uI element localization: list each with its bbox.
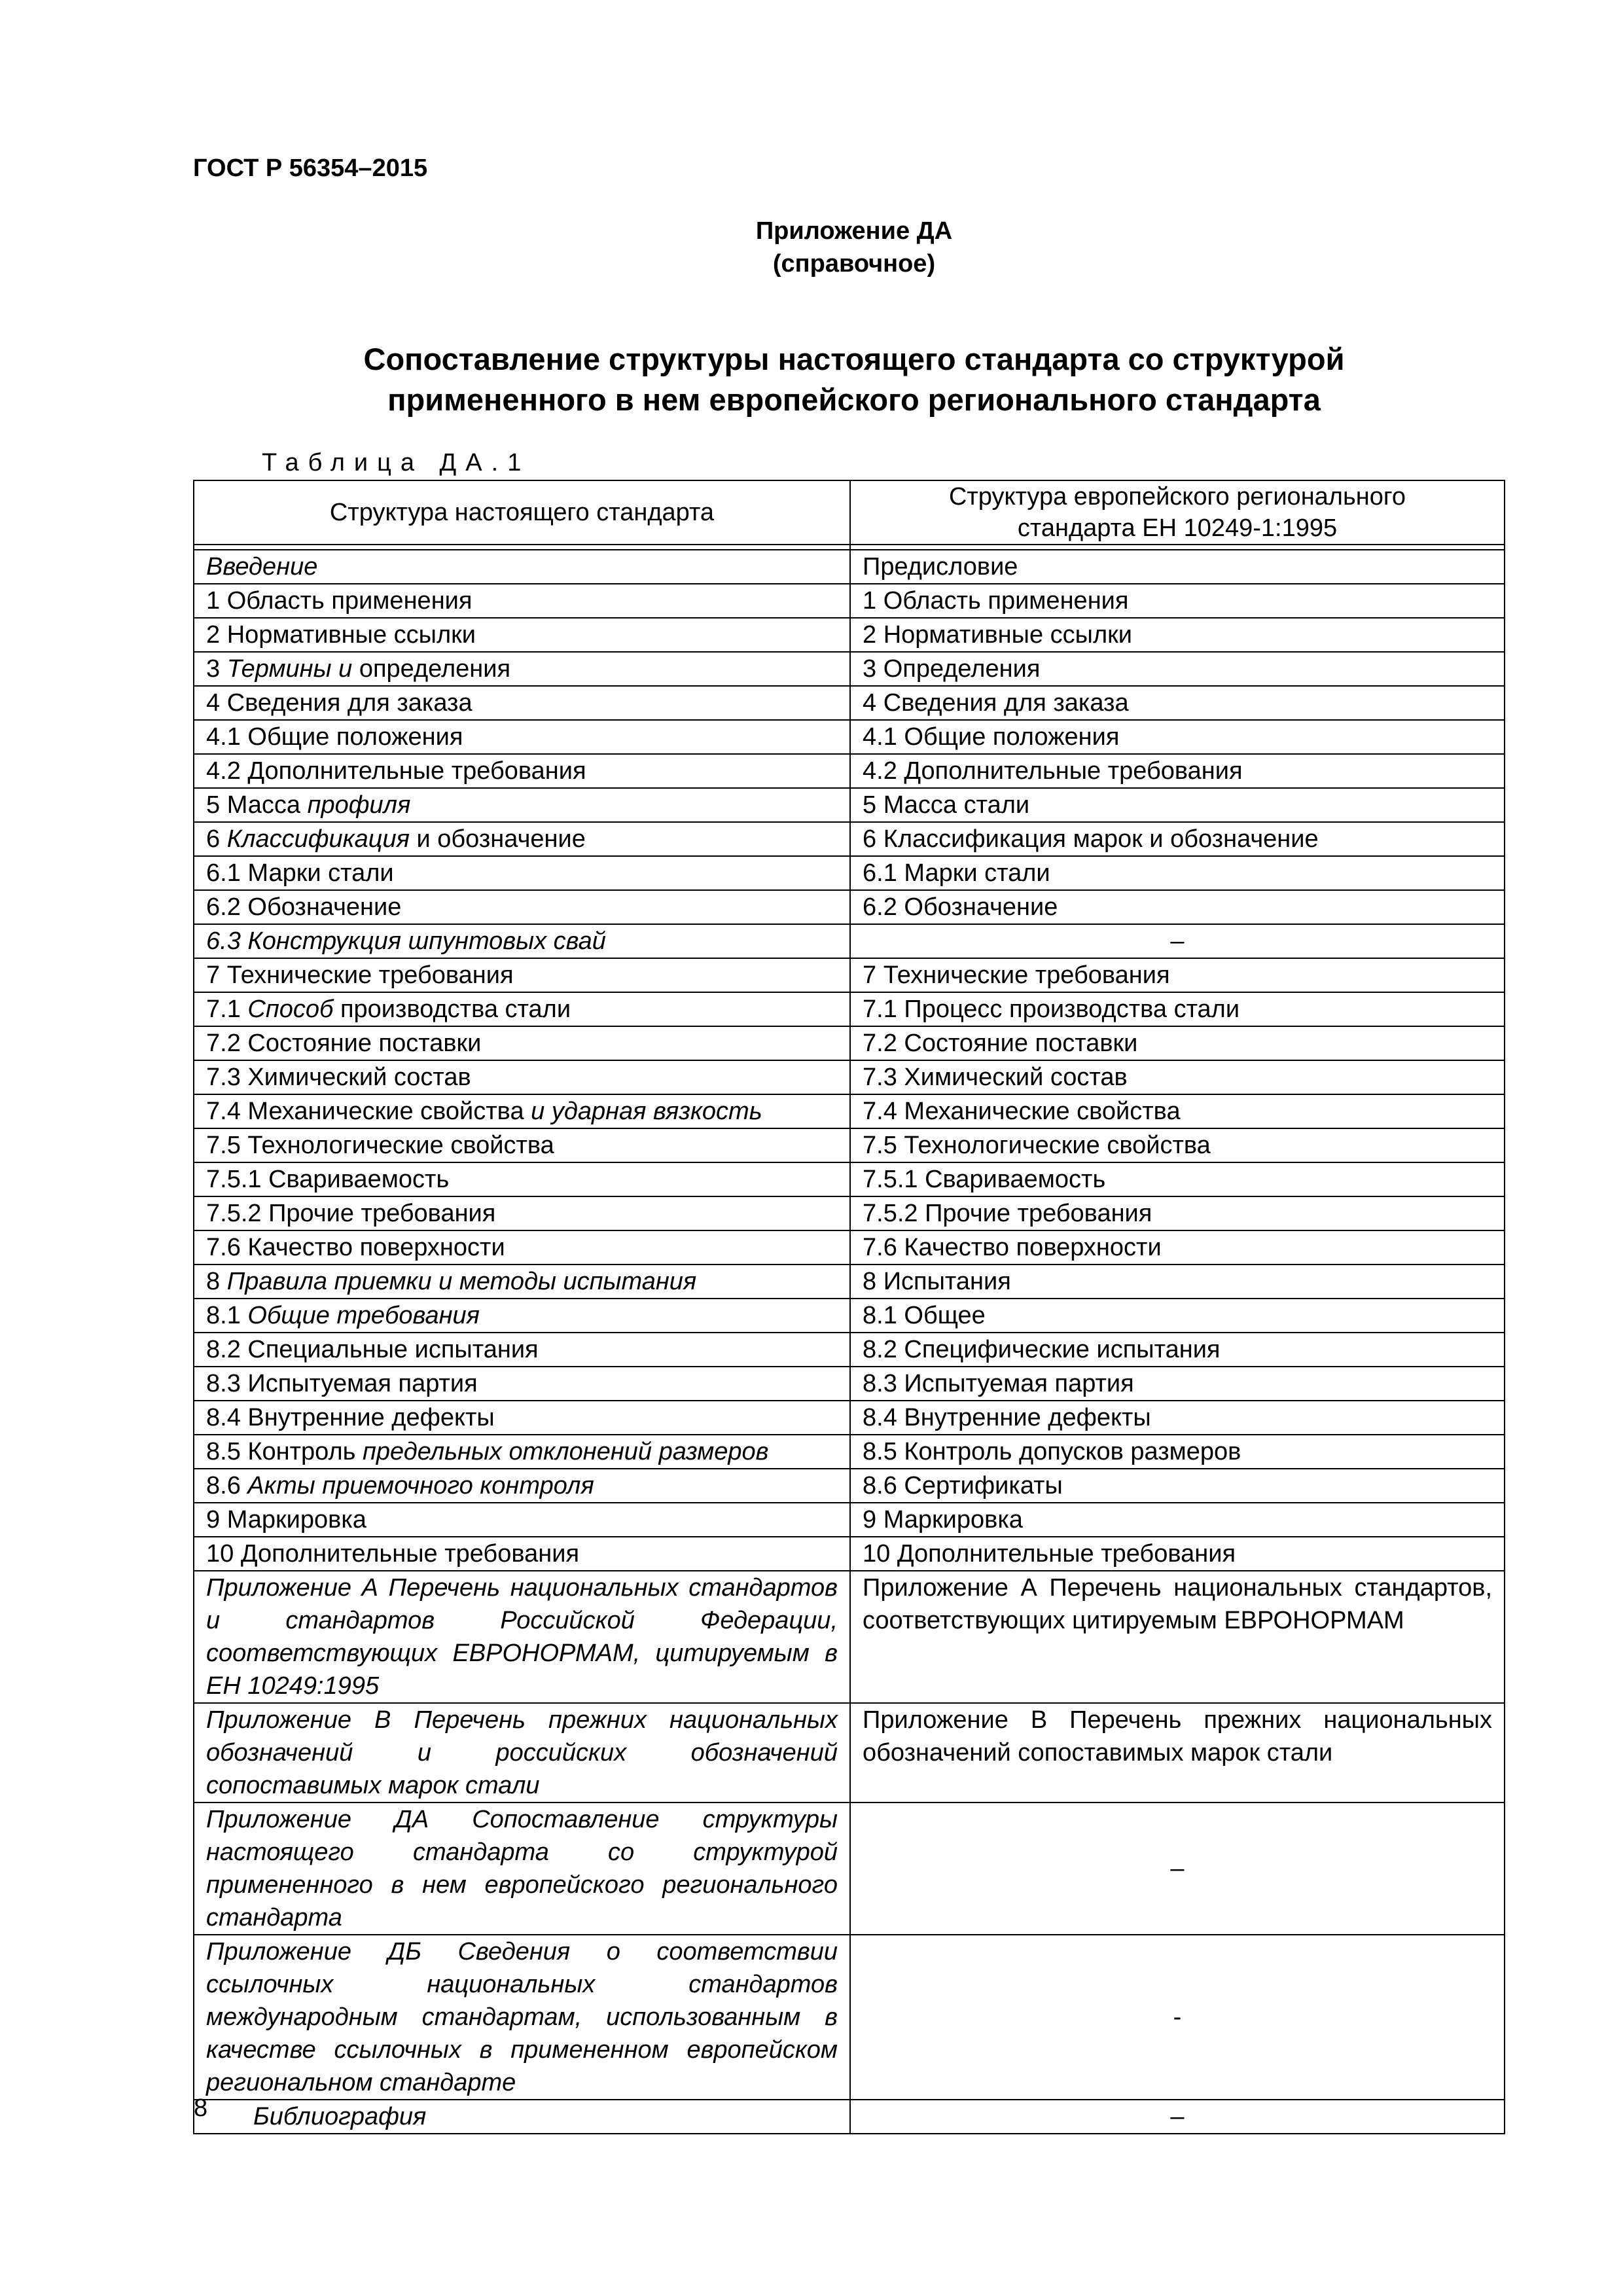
table-row	[194, 2100, 1505, 2134]
table-row	[194, 1128, 1505, 1162]
cell-text: Правила приемки и методы испытания	[226, 1268, 697, 1295]
cell-text: 6.2 Обозначение	[206, 893, 402, 921]
cell-european-standard: 8.1 Общее	[850, 1299, 1505, 1333]
page-title	[0, 339, 1623, 420]
cell-this-standard	[194, 1299, 850, 1333]
header-separator	[194, 545, 1505, 550]
table-row	[194, 856, 1505, 890]
cell-text: 8.6	[206, 1472, 248, 1499]
cell-this-standard	[194, 754, 850, 788]
cell-text: 4.2 Дополнительные требования	[206, 757, 586, 785]
cell-this-standard	[194, 1537, 850, 1571]
cell-this-standard	[194, 720, 850, 754]
cell-this-standard	[194, 1703, 850, 1803]
cell-this-standard	[194, 1333, 850, 1367]
table-row	[194, 652, 1505, 686]
cell-this-standard	[194, 1094, 850, 1128]
cell-this-standard	[194, 1803, 850, 1935]
cell-european-standard: 8.6 Сертификаты	[850, 1469, 1505, 1503]
cell-european-standard: 8 Испытания	[850, 1265, 1505, 1299]
cell-european-standard: 8.5 Контроль допусков размеров	[850, 1435, 1505, 1469]
cell-text: 7.1	[206, 996, 248, 1023]
cell-european-standard: 6 Классификация марок и обозначение	[850, 822, 1505, 856]
cell-this-standard	[194, 1469, 850, 1503]
table-row	[194, 550, 1505, 584]
cell-european-standard: 4.1 Общие положения	[850, 720, 1505, 754]
cell-text: 7.4 Механические свойства	[206, 1098, 531, 1125]
cell-text: 4.1 Общие положения	[206, 723, 463, 751]
table-row	[194, 1299, 1505, 1333]
cell-european-standard: 8.3 Испытуемая партия	[850, 1367, 1505, 1401]
table-row	[194, 1060, 1505, 1094]
cell-this-standard	[194, 1571, 850, 1703]
table-row	[194, 720, 1505, 754]
column-header-this-standard: Структура настоящего стандарта	[194, 480, 850, 545]
cell-this-standard	[194, 788, 850, 822]
cell-this-standard	[194, 584, 850, 618]
cell-european-standard: –	[850, 1803, 1505, 1935]
table-row	[194, 1026, 1505, 1060]
cell-this-standard	[194, 890, 850, 924]
cell-text: 7.5 Технологические свойства	[206, 1132, 554, 1159]
cell-this-standard	[194, 1503, 850, 1537]
cell-text: 6.1 Марки стали	[206, 859, 394, 887]
table-row	[194, 1935, 1505, 2100]
cell-european-standard: 4 Сведения для заказа	[850, 686, 1505, 720]
cell-this-standard	[194, 686, 850, 720]
table-header-row	[194, 480, 1505, 545]
cell-european-standard: 2 Нормативные ссылки	[850, 618, 1505, 652]
cell-text: Акты приемочного контроля	[247, 1472, 594, 1499]
cell-this-standard	[194, 1935, 850, 2100]
cell-text: Приложение ДБ Сведения о соответствии ссылочных национальных стандартов международным стандартам, использованным в качестве ссылочных в примененном европейском региональном стандарте	[206, 1938, 838, 2096]
cell-text: производства стали	[333, 996, 571, 1023]
cell-text: и ударная вязкость	[531, 1098, 762, 1125]
cell-text: 8.2 Специальные испытания	[206, 1336, 539, 1363]
cell-text: Термины	[226, 655, 332, 683]
cell-text: Общие требования	[247, 1302, 480, 1329]
table-row	[194, 1571, 1505, 1703]
table-row	[194, 1537, 1505, 1571]
cell-this-standard	[194, 1162, 850, 1196]
cell-this-standard	[194, 1196, 850, 1230]
cell-text: Приложение В Перечень прежних национальных обозначений и российских обозначений сопоставимых марок стали	[206, 1706, 838, 1799]
cell-european-standard: 7.1 Процесс производства стали	[850, 992, 1505, 1026]
page-number: 8	[194, 2094, 208, 2122]
table-row	[194, 584, 1505, 618]
cell-european-standard: 8.4 Внутренние дефекты	[850, 1401, 1505, 1435]
cell-this-standard	[194, 822, 850, 856]
cell-european-standard: Приложение В Перечень прежних национальных обозначений сопоставимых марок стали	[850, 1703, 1505, 1803]
cell-european-standard: 7.6 Качество поверхности	[850, 1230, 1505, 1265]
cell-european-standard: 7.4 Механические свойства	[850, 1094, 1505, 1128]
cell-european-standard: 7.3 Химический состав	[850, 1060, 1505, 1094]
table-row	[194, 754, 1505, 788]
cell-text: и	[331, 655, 359, 683]
cell-text: 8.5 Контроль	[206, 1438, 363, 1465]
table-row	[194, 958, 1505, 992]
cell-this-standard	[194, 1128, 850, 1162]
table-row	[194, 788, 1505, 822]
comparison-table	[193, 480, 1505, 2134]
table-row	[194, 890, 1505, 924]
cell-european-standard: Приложение А Перечень национальных стандартов, соответствующих цитируемым ЕВРОНОРМАМ	[850, 1571, 1505, 1703]
cell-european-standard: 10 Дополнительные требования	[850, 1537, 1505, 1571]
cell-text: 8.4 Внутренние дефекты	[206, 1404, 495, 1431]
table-row	[194, 1162, 1505, 1196]
cell-european-standard: –	[850, 2100, 1505, 2134]
appendix-label: Приложение ДА	[755, 217, 953, 245]
table-row	[194, 686, 1505, 720]
cell-european-standard: -	[850, 1935, 1505, 2100]
cell-this-standard	[194, 958, 850, 992]
cell-this-standard	[194, 856, 850, 890]
cell-european-standard: 7 Технические требования	[850, 958, 1505, 992]
table-row	[194, 1265, 1505, 1299]
title-line-2: примененного в нем европейского регионального стандарта	[387, 382, 1321, 417]
table-row	[194, 992, 1505, 1026]
cell-european-standard: 3 Определения	[850, 652, 1505, 686]
table-row	[194, 1503, 1505, 1537]
cell-text: 9 Маркировка	[206, 1506, 366, 1534]
cell-this-standard	[194, 1367, 850, 1401]
cell-european-standard: 7.5.2 Прочие требования	[850, 1196, 1505, 1230]
cell-text: 8.3 Испытуемая партия	[206, 1370, 478, 1397]
appendix-type: (справочное)	[772, 250, 936, 278]
cell-text: 4 Сведения для заказа	[206, 689, 473, 717]
cell-european-standard: 1 Область применения	[850, 584, 1505, 618]
table-row	[194, 1094, 1505, 1128]
cell-text: 10 Дополнительные требования	[206, 1540, 580, 1568]
table-caption: Таблица ДА.1	[262, 449, 531, 476]
cell-text: профиля	[307, 791, 411, 819]
cell-european-standard: –	[850, 924, 1505, 958]
cell-european-standard: 8.2 Специфические испытания	[850, 1333, 1505, 1367]
cell-text: Библиография	[253, 2103, 427, 2130]
cell-text: 7 Технические требования	[206, 961, 514, 989]
cell-text: 7.5.1 Свариваемость	[206, 1166, 450, 1193]
table-row	[194, 1435, 1505, 1469]
table-row	[194, 1230, 1505, 1265]
cell-european-standard: 7.5 Технологические свойства	[850, 1128, 1505, 1162]
cell-text: 6	[206, 825, 227, 853]
appendix-heading	[0, 215, 1623, 280]
cell-text: Приложение ДА Сопоставление структуры настоящего стандарта со структурой примененного в нем европейского регионального стандарта	[206, 1806, 838, 1931]
cell-this-standard	[194, 618, 850, 652]
cell-text: 6.3 Конструкция шпунтовых свай	[206, 927, 606, 955]
cell-european-standard: 9 Маркировка	[850, 1503, 1505, 1537]
table-row	[194, 924, 1505, 958]
cell-text: 3	[206, 655, 227, 683]
cell-text: Приложение А Перечень национальных стандартов и стандартов Российской Федерации, соответствующих ЕВРОНОРМАМ, цитируемым в ЕН 10249:1995	[206, 1574, 838, 1700]
table-row	[194, 1469, 1505, 1503]
cell-this-standard	[194, 652, 850, 686]
cell-european-standard: 5 Масса стали	[850, 788, 1505, 822]
table-row	[194, 1803, 1505, 1935]
cell-text: 8	[206, 1268, 227, 1295]
cell-this-standard	[194, 1265, 850, 1299]
table-row	[194, 1703, 1505, 1803]
cell-this-standard	[194, 1401, 850, 1435]
cell-text: 7.5.2 Прочие требования	[206, 1200, 496, 1227]
cell-european-standard: 7.2 Состояние поставки	[850, 1026, 1505, 1060]
cell-this-standard	[194, 1230, 850, 1265]
cell-text: 7.3 Химический состав	[206, 1064, 471, 1091]
cell-text: 2 Нормативные ссылки	[206, 621, 476, 649]
table-row	[194, 1196, 1505, 1230]
cell-this-standard	[194, 550, 850, 584]
cell-text: определения	[359, 655, 511, 683]
cell-this-standard	[194, 1060, 850, 1094]
cell-text: 7.2 Состояние поставки	[206, 1030, 482, 1057]
cell-text: предельных отклонений размеров	[363, 1438, 769, 1465]
cell-this-standard	[194, 992, 850, 1026]
cell-text: Введение	[206, 553, 318, 581]
cell-european-standard: 6.2 Обозначение	[850, 890, 1505, 924]
cell-this-standard	[194, 1026, 850, 1060]
cell-text: 7.6 Качество поверхности	[206, 1234, 505, 1261]
table-body	[194, 545, 1505, 2134]
table-row	[194, 1333, 1505, 1367]
cell-this-standard	[194, 924, 850, 958]
cell-european-standard: 4.2 Дополнительные требования	[850, 754, 1505, 788]
cell-text: 5 Масса	[206, 791, 308, 819]
document-code: ГОСТ Р 56354–2015	[193, 154, 428, 182]
cell-this-standard	[194, 1435, 850, 1469]
cell-this-standard	[194, 2100, 850, 2134]
cell-european-standard: 7.5.1 Свариваемость	[850, 1162, 1505, 1196]
table-row	[194, 1367, 1505, 1401]
cell-text: 1 Область применения	[206, 587, 473, 615]
cell-text: 8.1	[206, 1302, 248, 1329]
cell-european-standard: Предисловие	[850, 550, 1505, 584]
title-line-1: Сопоставление структуры настоящего стандарта со структурой	[363, 342, 1345, 376]
cell-european-standard: 6.1 Марки стали	[850, 856, 1505, 890]
table-row	[194, 822, 1505, 856]
table-row	[194, 1401, 1505, 1435]
cell-text: Способ	[247, 996, 334, 1023]
table-row	[194, 618, 1505, 652]
column-header-european-standard: Структура европейского регионального стандарта ЕН 10249-1:1995	[850, 480, 1505, 545]
cell-text: Классификация	[226, 825, 410, 853]
cell-text: и обозначение	[409, 825, 586, 853]
